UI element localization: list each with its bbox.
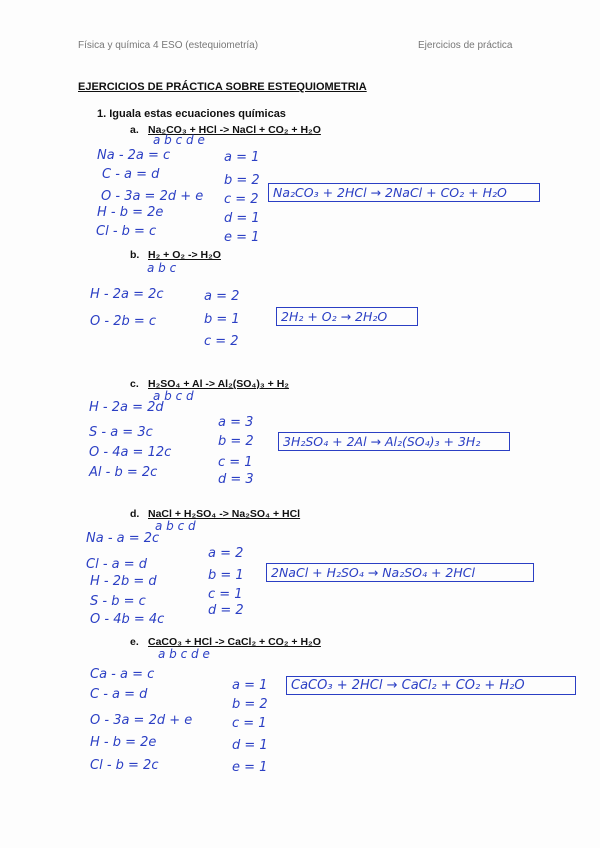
part-c-balanced: 3H₂SO₄ + 2Al → Al₂(SO₄)₃ + 3H₂ (278, 432, 510, 451)
part-a-equation: Na₂CO₃ + HCl -> NaCl + CO₂ + H₂O (148, 124, 321, 136)
part-e-eq-3: O - 3a = 2d + e (90, 713, 193, 728)
part-b-sol-3: c = 2 (204, 334, 239, 349)
part-b-sol-2: b = 1 (204, 312, 240, 327)
part-d-eq-1: Na - a = 2c (86, 531, 160, 546)
part-c-sol-1: a = 3 (218, 415, 254, 430)
question-1: 1. Iguala estas ecuaciones químicas (97, 108, 286, 120)
part-a-eq-5: Cl - b = c (96, 224, 157, 239)
part-d-letters: a b c d (155, 519, 196, 533)
part-b-label: b. (130, 249, 140, 261)
part-c-letters: a b c d (153, 389, 194, 403)
part-b-balanced: 2H₂ + O₂ → 2H₂O (276, 307, 418, 326)
part-a-eq-4: H - b = 2e (97, 205, 164, 220)
part-d-eq-4: S - b = c (90, 594, 146, 609)
part-c-eq-4: Al - b = 2c (89, 465, 158, 480)
part-d-eq-2: Cl - a = d (86, 557, 148, 572)
part-e-sol-3: c = 1 (232, 716, 267, 731)
part-e-label: e. (130, 636, 139, 648)
part-d-sol-3: c = 1 (208, 587, 243, 602)
part-e-sol-2: b = 2 (232, 697, 268, 712)
part-a-letters: a b c d e (153, 133, 205, 147)
header-right: Ejercicios de práctica (418, 40, 513, 51)
part-e-eq-1: Ca - a = c (90, 667, 155, 682)
part-c-label: c. (130, 378, 139, 390)
part-b-sol-1: a = 2 (204, 289, 240, 304)
part-e-sol-1: a = 1 (232, 678, 268, 693)
part-d-label: d. (130, 508, 140, 520)
part-d-eq-3: H - 2b = d (90, 574, 157, 589)
part-b-equation: H₂ + O₂ -> H₂O (148, 249, 221, 261)
part-a-eq-1: Na - 2a = c (97, 148, 171, 163)
part-a-sol-2: b = 2 (224, 173, 260, 188)
part-c-sol-4: d = 3 (218, 472, 254, 487)
part-e-eq-5: Cl - b = 2c (90, 758, 159, 773)
part-b-letters: a b c (147, 261, 177, 275)
part-e-sol-5: e = 1 (232, 760, 268, 775)
part-e-eq-2: C - a = d (90, 687, 148, 702)
part-d-eq-5: O - 4b = 4c (90, 612, 165, 627)
part-a-sol-1: a = 1 (224, 150, 260, 165)
page-title: EJERCICIOS DE PRÁCTICA SOBRE ESTEQUIOMETRIA (78, 81, 367, 93)
part-d-equation: NaCl + H₂SO₄ -> Na₂SO₄ + HCl (148, 508, 301, 520)
part-e-balanced: CaCO₃ + 2HCl → CaCl₂ + CO₂ + H₂O (286, 676, 576, 695)
part-e-letters: a b c d e (158, 647, 210, 661)
part-c-sol-2: b = 2 (218, 434, 254, 449)
header-left: Física y química 4 ESO (estequiometría) (78, 40, 259, 51)
part-a-eq-3: O - 3a = 2d + e (101, 189, 204, 204)
part-c-eq-1: H - 2a = 2d (89, 400, 164, 415)
part-e-eq-4: H - b = 2e (90, 735, 157, 750)
part-d-sol-2: b = 1 (208, 568, 244, 583)
part-b-eq-1: H - 2a = 2c (90, 287, 164, 302)
part-e-sol-4: d = 1 (232, 738, 268, 753)
part-e-equation: CaCO₃ + HCl -> CaCl₂ + CO₂ + H₂O (148, 636, 321, 648)
part-a-sol-4: d = 1 (224, 211, 260, 226)
part-d-sol-1: a = 2 (208, 546, 244, 561)
part-a-sol-5: e = 1 (224, 230, 260, 245)
part-a-label: a. (130, 124, 139, 136)
part-d-sol-4: d = 2 (208, 603, 244, 618)
part-a-eq-2: C - a = d (102, 167, 160, 182)
part-d-balanced: 2NaCl + H₂SO₄ → Na₂SO₄ + 2HCl (266, 563, 534, 582)
part-c-equation: H₂SO₄ + Al -> Al₂(SO₄)₃ + H₂ (148, 378, 289, 390)
part-c-sol-3: c = 1 (218, 455, 253, 470)
part-c-eq-3: O - 4a = 12c (89, 445, 172, 460)
part-a-sol-3: c = 2 (224, 192, 259, 207)
part-a-balanced: Na₂CO₃ + 2HCl → 2NaCl + CO₂ + H₂O (268, 183, 540, 202)
part-c-eq-2: S - a = 3c (89, 425, 153, 440)
part-b-eq-2: O - 2b = c (90, 314, 157, 329)
